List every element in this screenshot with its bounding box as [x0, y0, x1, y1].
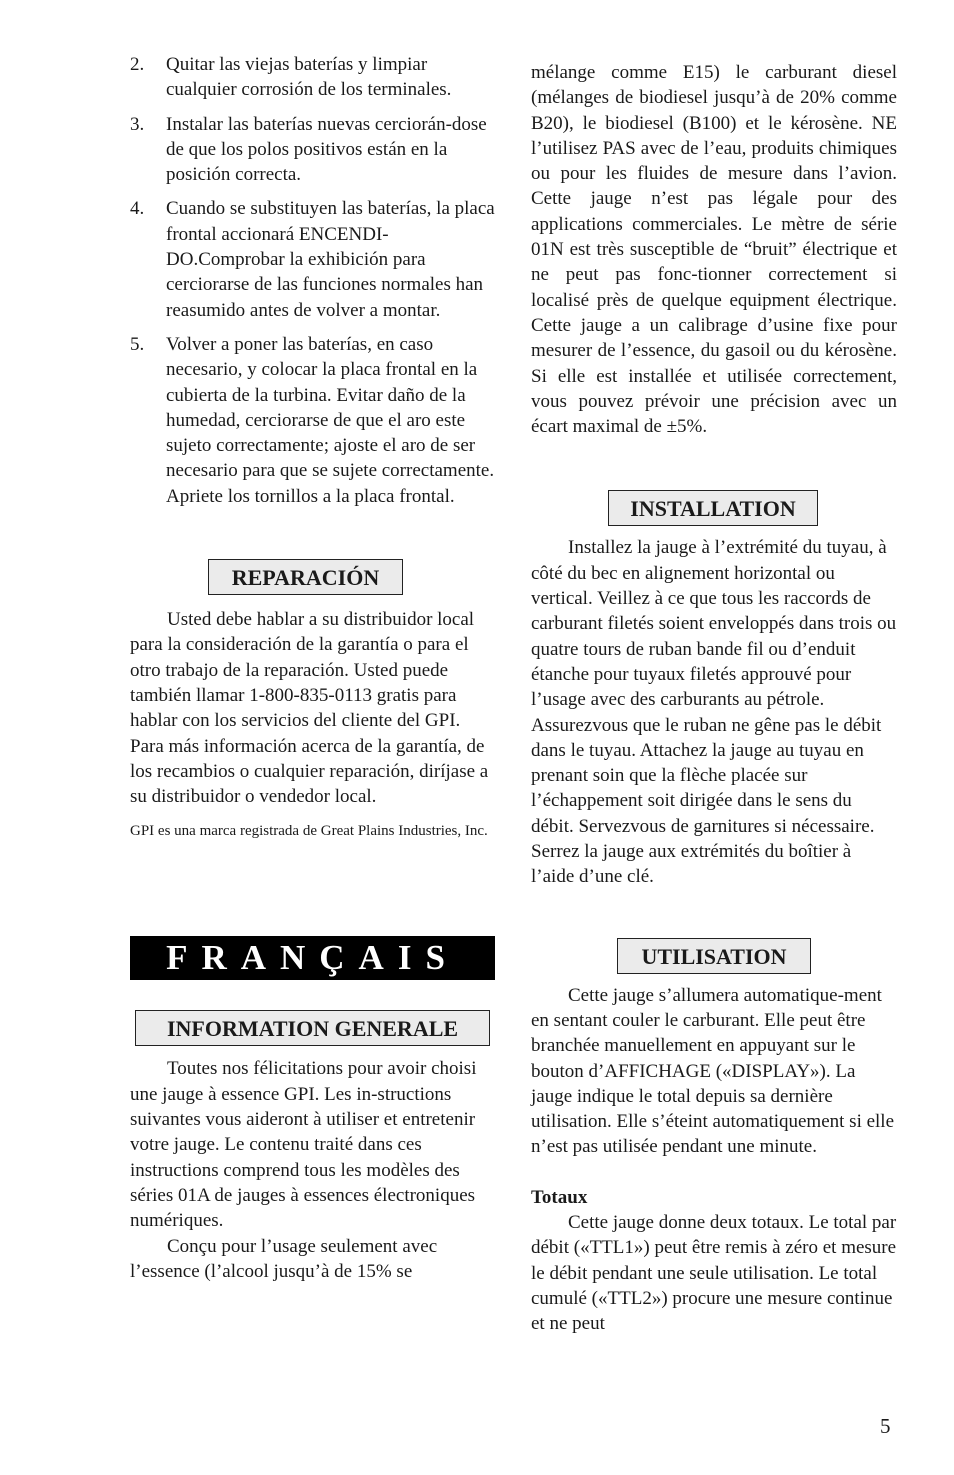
step-text: Cuando se substituyen las baterías, la placa frontal accionará ENCENDI-DO.Comprobar la exhibición para cerciorarse de las funciones normales han reasumido antes de volver a montar. — [166, 198, 495, 321]
installation-heading: INSTALLATION — [608, 490, 818, 526]
information-paragraph-2: Conçu pour l’usage seulement avec l’essence (l’alcool jusqu’à de 15% se — [130, 1235, 438, 1282]
list-item — [130, 112, 495, 188]
list-item — [130, 196, 495, 322]
list-item — [130, 332, 495, 509]
page-number: 5 — [880, 1414, 891, 1438]
battery-steps-list — [130, 52, 495, 509]
reparacion-heading: REPARACIÓN — [208, 559, 403, 595]
step-number: 4. — [130, 198, 145, 220]
totaux-heading: Totaux — [531, 1186, 588, 1208]
utilisation-heading: UTILISATION — [617, 938, 811, 974]
step-number: 5. — [130, 333, 145, 355]
information-generale-heading: INFORMATION GENERALE — [135, 1010, 490, 1046]
continued-paragraph: mélange comme E15) le carburant diesel (mélanges de biodiesel jusqu’à de 20% comme B20), le biodiesel (B100) et le kérosène. NE l’utilisez PAS avec de l’eau, produits chimiques ou pour les fluides de mesure dans l’avion. Cette jauge n’est pas légale pour des applications commerciales. Le mètre de série 01N est très susceptible de “bruit” électrique et ne peut pas fonc-tionner correctement si localisé près de quelque equipment électrique. Cette jauge a un calibrage d’usine fixe pour mesurer de l’essence, du gasoil ou du kérosène. Si elle est installée et utilisée correctement, vous pouvez prévoir une précision avec un écart maximal de ±5%. — [531, 62, 897, 438]
utilisation-paragraph: Cette jauge s’allumera automatique-ment en sentant couler le carburant. Elle peut être branchée manuellement en appuyant sur le bouton d’AFFICHAGE («DISPLAY»). La jauge indique le total depuis sa dernière utilisation. Elle s’éteint automatiquement si elle n’est pas utilisée pendant une minute. — [531, 984, 895, 1158]
step-text: Quitar las viejas baterías y limpiar cualquier corrosión de los terminales. — [166, 54, 452, 101]
step-text: Volver a poner las baterías, en caso necesario, y colocar la placa frontal en la cubierta de la turbina. Evitar daño de la humedad, cerciorarse de que el aro este sujeto correctamente; ajoste el aro de ser necesario para que se sujete correctamente. Apriete los tornillos a la placa frontal. — [166, 333, 495, 507]
right-column — [531, 60, 897, 1336]
left-column — [130, 52, 495, 1284]
totaux-paragraph: Cette jauge donne deux totaux. Le total par débit («TTL1») peut être remis à zéro et mesure le débit pendant une seule utilisation. Le total cumulé («TTL2») procure une mesure continue et ne peut — [531, 1211, 897, 1335]
trademark-note: GPI es una marca registrada de Great Plains Industries, Inc. — [130, 823, 488, 840]
installation-paragraph: Installez la jauge à l’extrémité du tuyau, à côté du bec en alignement horizontal ou vertical. Veillez à ce que tous les raccords de carburant filetés soient enveloppés dans trois ou quatre tours de ruban bande fil ou d’enduit étanche pour tuyaux filetés approuvé pour l’usage avec des carburants au pétrole. Assurezvous que le ruban ne gêne pas le débit dans le tuyau. Attachez la jauge au tuyau en prenant soin que la flèche placée sur l’échappement soit dirigée dans le sens du débit. Servezvous de garnitures si nécessaire. Serrez la jauge aux extrémités du boîtier à l’aide d’une clé. — [531, 537, 897, 888]
step-number: 2. — [130, 54, 145, 75]
step-text: Instalar las baterías nuevas cerciorán-dose de que los polos positivos están en la posición correcta. — [166, 113, 487, 186]
step-number: 3. — [130, 113, 145, 135]
reparacion-paragraph: Usted debe hablar a su distribuidor local para la consideración de la garantía o para el otro trabajo de la reparación. Usted puede también llamar 1-800-835-0113 gratis para hablar con los servicios del cliente del GPI. Para más información acerca de la garantía, de los recambios o cualquier reparación, diríjase a su distribuidor o vendedor local. — [130, 609, 489, 808]
list-item — [130, 52, 495, 103]
language-banner: FRANÇAIS — [130, 936, 495, 980]
information-paragraph-1: Toutes nos félicitations pour avoir choisi une jauge à essence GPI. Les in-structions suivantes vous aideront à utiliser et entretenir votre jauge. Le contenu traité dans ces instructions comprend tous les modèles des séries 01A de jauges à essences électroniques numériques. — [130, 1058, 477, 1232]
